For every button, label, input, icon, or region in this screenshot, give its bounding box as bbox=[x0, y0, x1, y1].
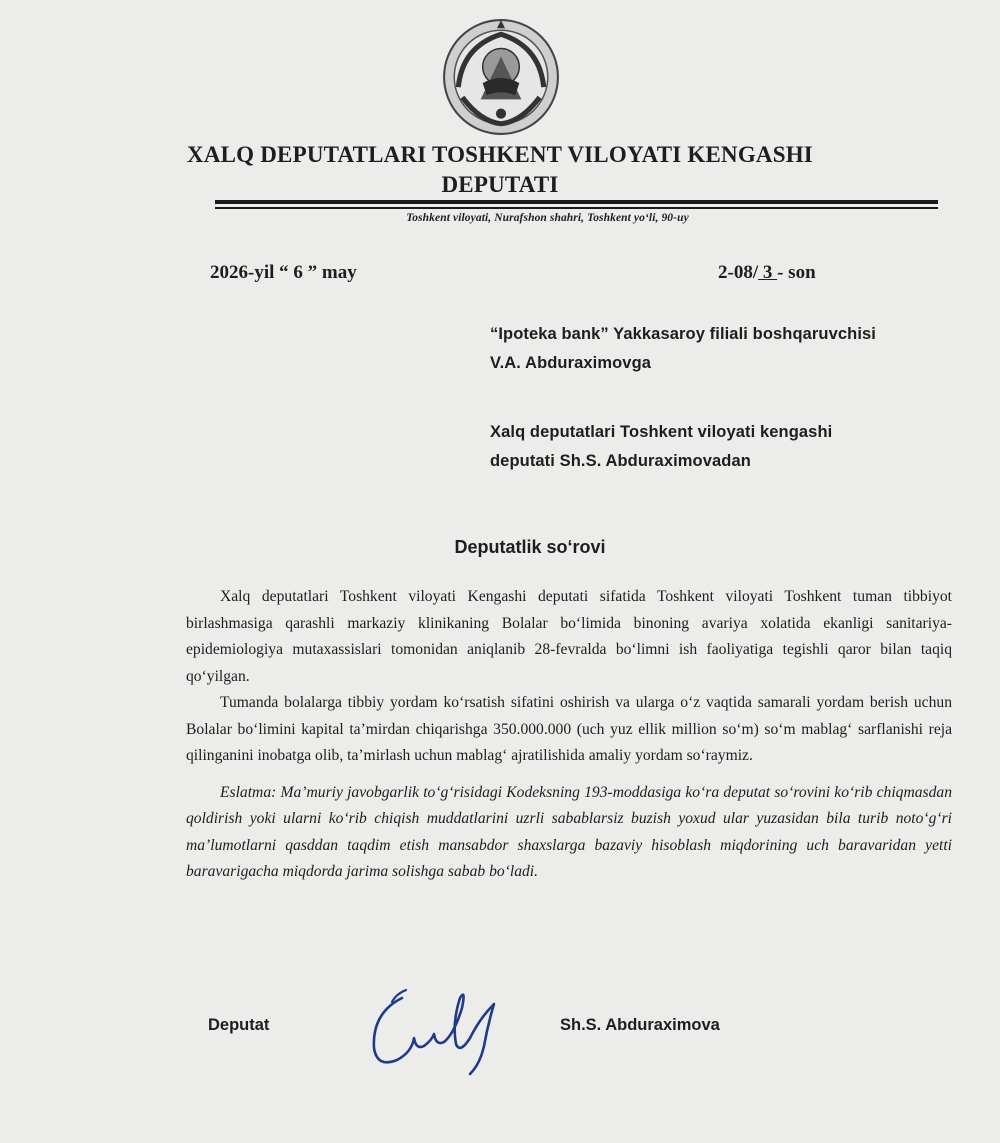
signature-label: Deputat bbox=[208, 1016, 270, 1034]
state-emblem-icon bbox=[440, 16, 562, 138]
sender-line2: deputati Sh.S. Abduraximovadan bbox=[490, 452, 751, 470]
org-title-line2: DEPUTATI bbox=[441, 172, 559, 197]
organization-title bbox=[0, 140, 1000, 200]
document-body bbox=[186, 584, 952, 886]
org-title-line1: XALQ DEPUTATLARI TOSHKENT VILOYATI KENGASHI bbox=[187, 142, 813, 167]
reg-suffix: - son bbox=[777, 262, 816, 283]
legal-note: Eslatma: Ma’muriy javobgarlik to‘g‘risidagi Kodeksning 193-moddasiga ko‘ra deputat so‘rovini ko‘rib chiqmasdan qoldirish yoki ularni ko‘rib chiqish muddatlarini uzrli sabablarsiz buzish yoxud ular yuzasidan bila turib noto‘g‘ri ma’lumotlarni qasddan taqdim etish mansabdor shaxslarga bazaviy hisoblash miqdorining uch baravaridan yetti baravarigacha miqdorda jarima solishga sabab bo‘ladi. bbox=[186, 783, 952, 880]
document-date: 2026-yil “ 6 ” may bbox=[210, 262, 357, 283]
recipient-line2: V.A. Abduraximovga bbox=[490, 354, 652, 372]
address-line: Toshkent viloyati, Nurafshon shahri, Toshkent yo‘li, 90-uy bbox=[406, 212, 689, 224]
handwritten-signature-icon bbox=[362, 968, 512, 1078]
reg-number: 3 bbox=[758, 262, 778, 283]
signatory-name: Sh.S. Abduraximova bbox=[560, 1016, 720, 1034]
body-paragraph-1: Xalq deputatlari Toshkent viloyati Kengashi deputati sifatida Toshkent viloyati Toshkent tuman tibbiyot birlashmasiga qarashli markaziy klinikaning Bolalar bo‘limida binoning avariya xolatida ekanligi sanitariya-epidemiologiya mutaxassislari tomonidan aniqlanib 28-fevralda bo‘limni ish faoliyatiga tegishli qaror bilan taqiq qo‘yilgan. bbox=[186, 588, 952, 685]
body-paragraph-2: Tumanda bolalarga tibbiy yordam ko‘rsatish sifatini oshirish va ularga o‘z vaqtida samarali yordam berish uchun Bolalar bo‘limini kapital ta’mirdan chiqarishga 350.000.000 (uch yuz ellik million so‘m) so‘m mablag‘ sarflanishi reja qilinganini inobatga olib, ta’mirlash uchun mablag‘ ajratilishida amaliy yordam so‘raymiz. bbox=[186, 694, 952, 764]
sender-line1: Xalq deputatlari Toshkent viloyati kengashi bbox=[490, 423, 833, 441]
recipient-block bbox=[490, 320, 876, 378]
registration-number bbox=[718, 262, 816, 284]
reg-prefix: 2-08/ bbox=[718, 262, 759, 283]
recipient-line1: “Ipoteka bank” Yakkasaroy filiali boshqaruvchisi bbox=[490, 325, 876, 343]
document-title: Deputatlik so‘rovi bbox=[454, 537, 606, 557]
header-divider-thick bbox=[215, 200, 938, 204]
sender-block bbox=[490, 418, 832, 476]
header-divider-thin bbox=[215, 207, 938, 209]
